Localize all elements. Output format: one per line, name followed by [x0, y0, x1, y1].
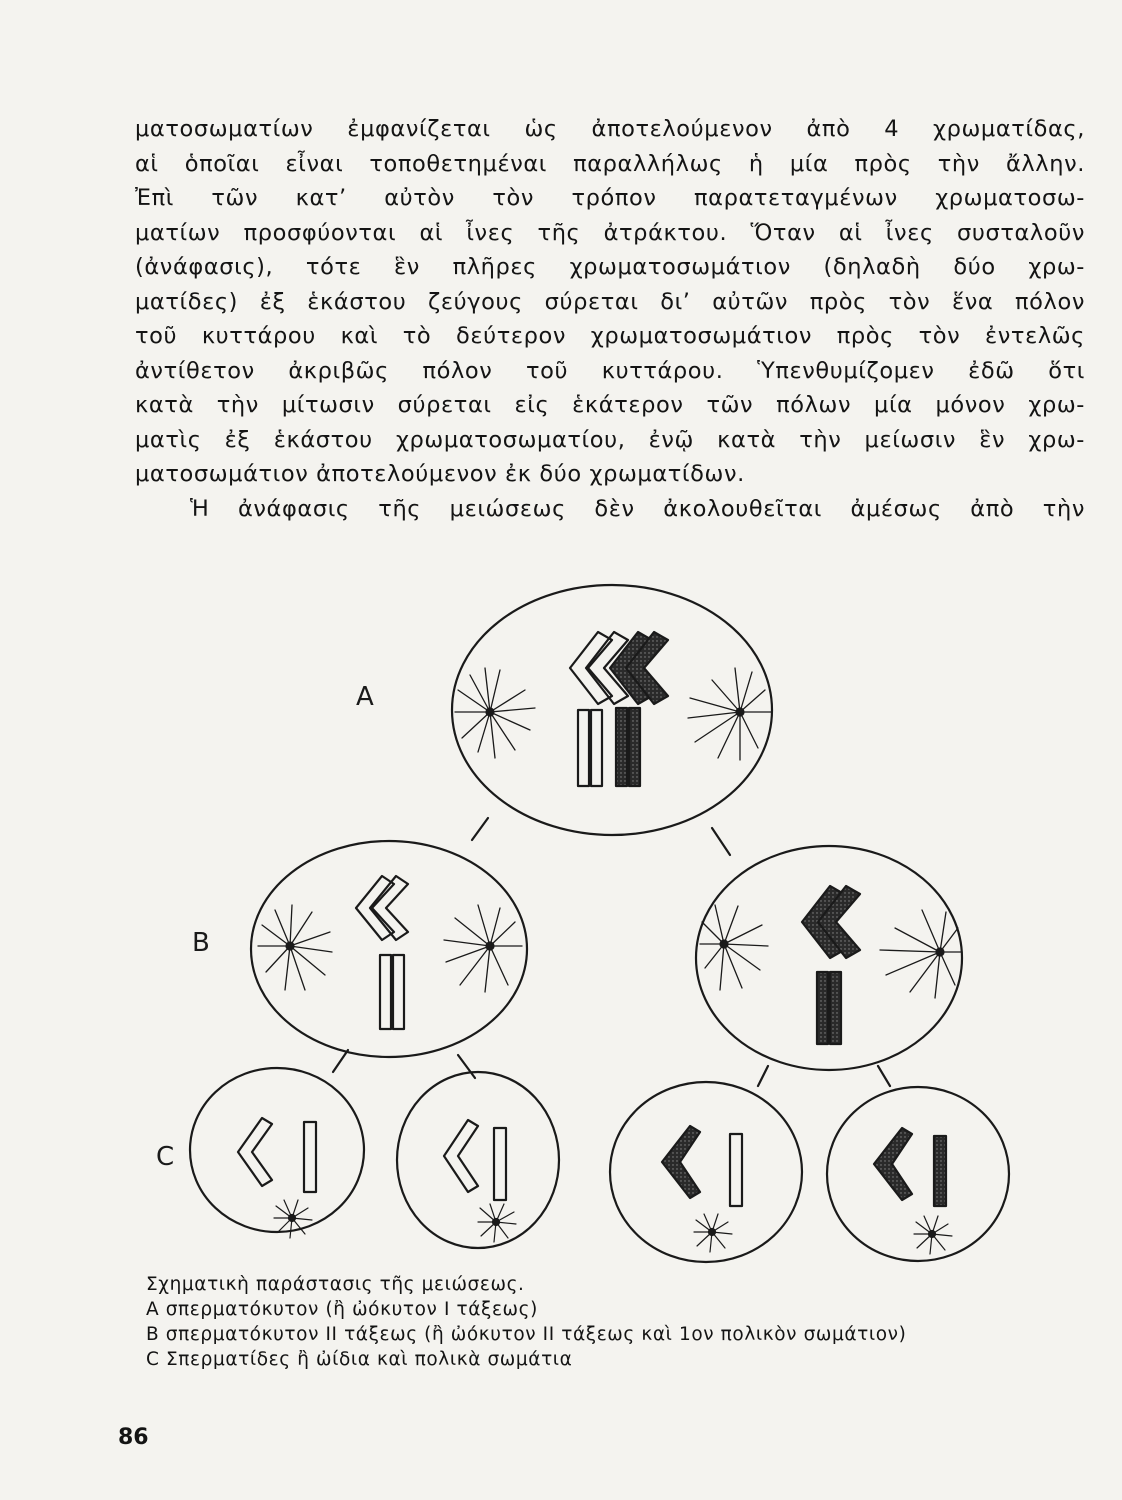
centrosome — [929, 1231, 935, 1237]
cell-c-3 — [610, 1082, 802, 1262]
figure-caption — [146, 1272, 1086, 1372]
text-line: κατὰ τὴν μίτωσιν σύρεται εἰς ἑκάτερον τῶν πόλων μία μόνον χρω- — [135, 392, 1085, 418]
centrosome — [487, 943, 494, 950]
chromosome-dark — [616, 708, 627, 786]
chromosome-dark — [817, 972, 828, 1044]
cell-membrane — [827, 1087, 1009, 1261]
chromosome-dark — [874, 1128, 912, 1200]
centrosome — [721, 941, 728, 948]
cell-c-2 — [397, 1072, 559, 1248]
connector-line — [878, 1066, 890, 1086]
caption-item-b: B σπερματόκυτον II τάξεως (ἢ ὠόκυτον II τάξεως καὶ 1ον πολικὸν σωμάτιον) — [146, 1324, 907, 1345]
chromosome-light — [304, 1122, 316, 1192]
connector-line — [333, 1050, 348, 1072]
text-line: ματὶς ἐξ ἑκάστου χρωματοσωματίου, ἐνῷ κατὰ τὴν μείωσιν ἓν χρω- — [135, 426, 1085, 453]
cell-c-1 — [190, 1068, 364, 1238]
centrosome — [937, 949, 944, 956]
spindle-rays — [455, 668, 772, 760]
text-line: Ἐπὶ τῶν κατ’ αὐτὸν τὸν τρόπον παρατεταγμένων χρωματοσω- — [135, 185, 1085, 211]
cell-membrane — [452, 585, 772, 835]
centrosome — [487, 709, 494, 716]
cell-b-right — [696, 846, 962, 1070]
text-line: ἀντίθετον ἀκριβῶς πόλον τοῦ κυττάρου. Ὑπενθυμίζομεν ἐδῶ ὅτι — [135, 357, 1085, 384]
chromosome-dark — [662, 1126, 700, 1198]
centrosome — [493, 1219, 499, 1225]
centrosome — [709, 1229, 715, 1235]
chromosome-dark — [934, 1136, 946, 1206]
chromosome-light — [494, 1128, 506, 1200]
centrosome — [737, 709, 744, 716]
text-line: Ἡ ἀνάφασις τῆς μειώσεως δὲν ἀκολουθεῖται ἀμέσως ἀπὸ τὴν — [190, 495, 1085, 522]
connector-line — [472, 818, 488, 840]
chromosome-light — [238, 1118, 272, 1186]
chromosome-light — [730, 1134, 742, 1206]
page-number: 86 — [118, 1425, 149, 1450]
chromosome-light — [578, 710, 589, 786]
text-line: τοῦ κυττάρου καὶ τὸ δεύτερον χρωματοσωμάτιον πρὸς τὸν ἐντελῶς — [135, 323, 1085, 349]
caption-title: Σχηματικὴ παράστασις τῆς μειώσεως. — [146, 1274, 525, 1295]
chromosome-dark — [629, 708, 640, 786]
caption-item-c: C Σπερματίδες ἢ ὠίδια καὶ πολικὰ σωμάτια — [146, 1349, 573, 1370]
cell-a — [452, 585, 772, 835]
text-line: ματοσωματίων ἐμφανίζεται ὡς ἀποτελούμενον ἀπὸ 4 χρωματίδας, — [135, 116, 1085, 142]
caption-item-a: A σπερματόκυτον (ἢ ὠόκυτον I τάξεως) — [146, 1299, 538, 1320]
text-line: ματοσωμάτιον ἀποτελούμενον ἐκ δύο χρωματίδων. — [135, 461, 745, 487]
figure-label-a: A — [356, 682, 374, 712]
chromosome-light — [393, 955, 404, 1029]
chromosome-dark — [830, 972, 841, 1044]
connector-line — [712, 828, 730, 855]
centrosome — [289, 1215, 295, 1221]
cell-membrane — [610, 1082, 802, 1262]
text-line: αἱ ὁποῖαι εἶναι τοποθετημέναι παραλλήλως ἡ μία πρὸς τὴν ἄλλην. — [135, 150, 1085, 177]
text-line: ματίων προσφύονται αἱ ἶνες τῆς ἀτράκτου. Ὅταν αἱ ἶνες συσταλοῦν — [135, 219, 1085, 246]
text-line: (ἀνάφασις), τότε ἓν πλῆρες χρωματοσωμάτιον (δηλαδὴ δύο χρω- — [135, 254, 1085, 280]
chromosome-light — [380, 955, 391, 1029]
cell-c-4 — [827, 1087, 1009, 1261]
connector-line — [758, 1066, 768, 1086]
cell-b-left — [251, 841, 527, 1057]
figure-label-b: B — [192, 928, 210, 958]
chromosome-light — [370, 876, 408, 940]
text-line: ματίδες) ἐξ ἑκάστου ζεύγους σύρεται δι’ αὐτῶν πρὸς τὸν ἕνα πόλον — [135, 288, 1085, 315]
centrosome — [287, 943, 294, 950]
figure-label-c: C — [156, 1142, 175, 1172]
chromosome-light — [591, 710, 602, 786]
chromosome-light — [444, 1120, 478, 1192]
